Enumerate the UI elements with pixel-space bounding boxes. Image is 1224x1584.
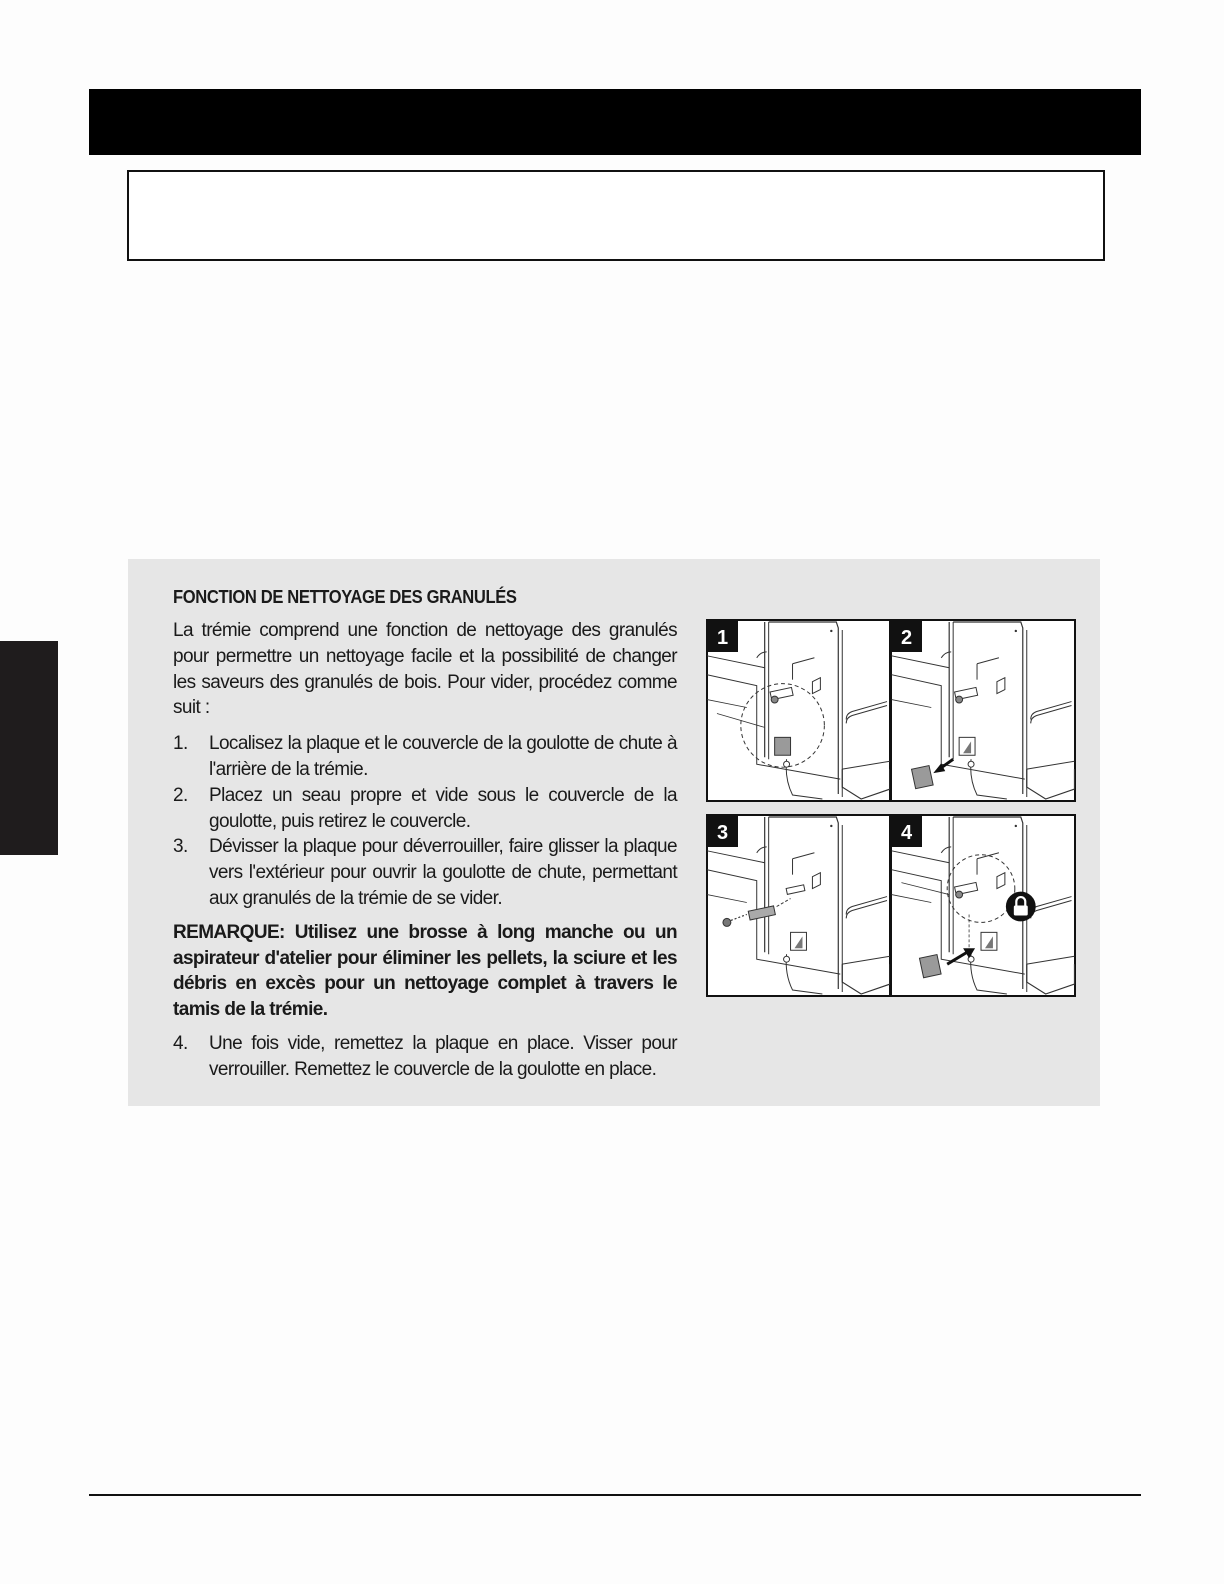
step-number: 2. — [173, 784, 188, 806]
warning-box — [127, 170, 1105, 261]
list-item — [173, 731, 677, 783]
panel-2 — [891, 620, 1075, 801]
header-bar — [89, 89, 1141, 155]
section-title: FONCTION DE NETTOYAGE DES GRANULÉS — [173, 587, 517, 607]
list-item — [173, 783, 677, 835]
steps-list — [173, 731, 677, 912]
step-text: Une fois vide, remettez la plaque en place. Visser pour verrouiller. Remettez le couvercle de la goulotte en place. — [209, 1032, 677, 1080]
final-steps-list — [173, 1031, 677, 1083]
step-number: 1. — [173, 733, 188, 755]
panel-1 — [707, 620, 890, 801]
panel-label-4: 4 — [901, 822, 913, 844]
step-number: 3. — [173, 836, 188, 858]
list-item — [173, 1031, 677, 1083]
lock-icon — [1006, 892, 1036, 922]
panel-4 — [891, 815, 1075, 996]
list-item — [173, 834, 677, 911]
panel-3 — [707, 815, 890, 996]
step-text: Localisez la plaque et le couvercle de la goulotte de chute à l'arrière de la trémie. — [209, 733, 677, 780]
panel-label-1: 1 — [717, 627, 729, 649]
intro-paragraph: La trémie comprend une fonction de nettoyage des granulés pour permettre un nettoyage facile et la possibilité de changer les saveurs des granulés de bois. Pour vider, procédez comme suit : — [173, 620, 677, 719]
note-paragraph: REMARQUE: Utilisez une brosse à long manche ou un aspirateur d'atelier pour éliminer les pellets, la sciure et les débris en excès pour un nettoyage complet à travers le tamis de la trémie. — [173, 921, 677, 1021]
step-text: Placez un seau propre et vide sous le couvercle de la goulotte, puis retirez le couvercle. — [209, 784, 677, 832]
side-tab — [0, 641, 58, 855]
cleanout-illustration — [706, 619, 1076, 997]
instructions-column — [173, 587, 677, 1083]
panel-label-3: 3 — [717, 822, 729, 844]
step-text: Dévisser la plaque pour déverrouiller, faire glisser la plaque vers l'extérieur pour ouvrir la goulotte de chute, permettant aux granulés de la trémie de se vider. — [209, 836, 677, 909]
panel-label-2: 2 — [901, 627, 913, 649]
step-number: 4. — [173, 1032, 188, 1054]
footer-rule — [89, 1494, 1141, 1496]
